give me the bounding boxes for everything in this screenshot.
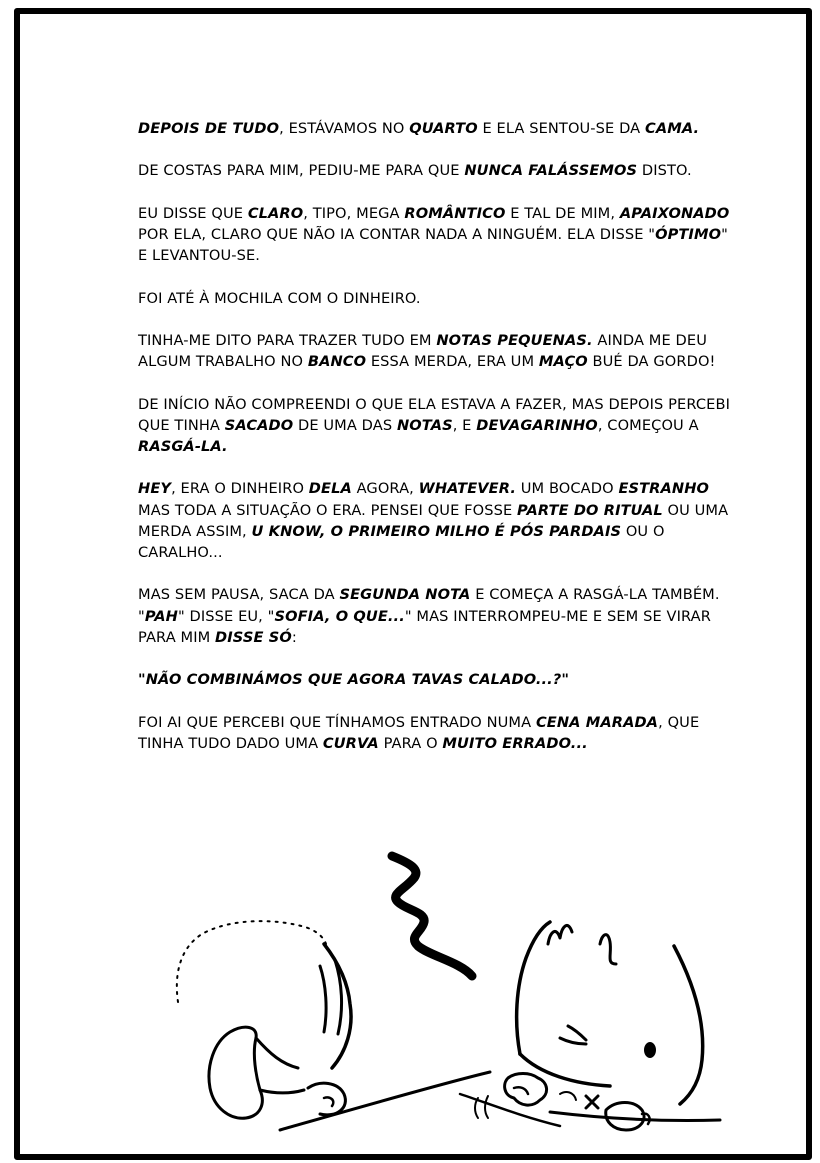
emphasis-text: NOTAS PEQUENAS.: [436, 331, 593, 349]
plain-text: E TAL DE MIM,: [505, 204, 620, 222]
plain-text: FOI AI QUE PERCEBI QUE TÍNHAMOS ENTRADO NUMA: [138, 713, 536, 731]
plain-text: DE COSTAS PARA MIM, PEDIU-ME PARA QUE: [138, 162, 465, 180]
plain-text: , ESTÁVAMOS NO: [279, 120, 410, 137]
emphasis-text: PAH: [144, 607, 178, 625]
boy-figure: [475, 922, 703, 1130]
plain-text: AINDA ME DEU ALGUM TRABALHO NO: [138, 331, 707, 371]
emphasis-text: SEGUNDA NOTA: [339, 586, 471, 604]
girl-figure: [177, 921, 351, 1118]
plain-text: , TIPO, MEGA: [303, 204, 405, 222]
plain-text: EU DISSE QUE: [138, 204, 248, 222]
emphasis-text: RASGÁ-LA.: [138, 437, 228, 455]
plain-text: FOI ATÉ À MOCHILA COM O DINHEIRO.: [138, 289, 421, 307]
plain-text: MAS TODA A SITUAÇÃO O ERA. PENSEI QUE FOSSE: [138, 501, 517, 519]
plain-text: , QUE TINHA TUDO DADO UMA: [138, 713, 700, 752]
plain-text: " E LEVANTOU-SE.: [138, 225, 728, 265]
emphasis-text: SOFIA, O QUE...: [274, 607, 405, 625]
emphasis-text: DELA: [308, 480, 352, 498]
plain-text: " MAS INTERROMPEU-ME E SEM SE VIRAR PARA MIM: [138, 607, 711, 646]
emphasis-text: SACADO: [224, 416, 294, 434]
emphasis-text: NUNCA FALÁSSEMOS: [464, 162, 638, 180]
emphasis-text: DISSE SÓ: [215, 628, 292, 646]
emphasis-text: CAMA.: [645, 120, 700, 137]
plain-text: " DISSE EU, ": [178, 607, 275, 625]
plain-text: :: [291, 628, 297, 646]
emphasis-text: BANCO: [307, 353, 367, 371]
plain-text: , COMEÇOU A: [597, 416, 699, 434]
emphasis-text: QUARTO: [409, 120, 478, 137]
comic-panel: [14, 8, 812, 1160]
emphasis-text: U KNOW, O PRIMEIRO MILHO É PÓS PARDAIS: [251, 522, 622, 540]
plain-text: , E: [452, 416, 477, 434]
emphasis-text: MUITO ERRADO...: [442, 734, 588, 752]
plain-text: DISTO.: [637, 162, 692, 180]
emphasis-text: PARTE DO RITUAL: [517, 501, 663, 519]
emphasis-text: CLARO: [247, 204, 304, 222]
emphasis-text: ROMÂNTICO: [404, 204, 506, 222]
plain-text: PARA O: [378, 734, 443, 752]
emphasis-text: CURVA: [322, 734, 379, 752]
emphasis-text: WHATEVER.: [418, 480, 516, 498]
squiggle-line: [392, 856, 472, 976]
emphasis-text: CENA MARADA: [535, 713, 659, 731]
emphasis-text: NOTAS: [396, 416, 453, 434]
emphasis-text: "NÃO COMBINÁMOS QUE AGORA TAVAS CALADO...?": [138, 671, 570, 689]
plain-text: BUÉ DA GORDO!: [587, 353, 716, 371]
plain-text: AGORA,: [351, 480, 419, 498]
emphasis-text: APAIXONADO: [619, 204, 730, 222]
emphasis-text: DEVAGARINHO: [476, 416, 598, 434]
plain-text: E COMEÇA A RASGÁ-LA TAMBÉM. ": [138, 586, 720, 625]
emphasis-text: DEPOIS DE TUDO: [138, 120, 280, 137]
plain-text: MAS SEM PAUSA, SACA DA: [138, 586, 340, 604]
plain-text: DE UMA DAS: [293, 416, 397, 434]
emphasis-text: ÓPTIMO: [655, 225, 722, 243]
emphasis-text: MAÇO: [538, 353, 588, 371]
plain-text: OU UMA MERDA ASSIM,: [138, 501, 729, 540]
plain-text: DE INÍCIO NÃO COMPREENDI O QUE ELA ESTAVA A FAZER, MAS DEPOIS PERCEBI QUE TINHA: [138, 395, 730, 434]
plain-text: OU O CARALHO...: [138, 522, 665, 561]
illustration: [20, 14, 806, 1154]
plain-text: E ELA SENTOU-SE DA: [477, 120, 646, 137]
plain-text: POR ELA, CLARO QUE NÃO IA CONTAR NADA A NINGUÉM. ELA DISSE ": [138, 225, 656, 243]
plain-text: TINHA-ME DITO PARA TRAZER TUDO EM: [138, 331, 437, 349]
emphasis-text: ESTRANHO: [618, 480, 710, 498]
plain-text: ESSA MERDA, ERA UM: [366, 353, 539, 371]
plain-text: UM BOCADO: [516, 480, 619, 498]
emphasis-text: HEY: [138, 480, 172, 498]
plain-text: , ERA O DINHEIRO: [171, 480, 309, 498]
